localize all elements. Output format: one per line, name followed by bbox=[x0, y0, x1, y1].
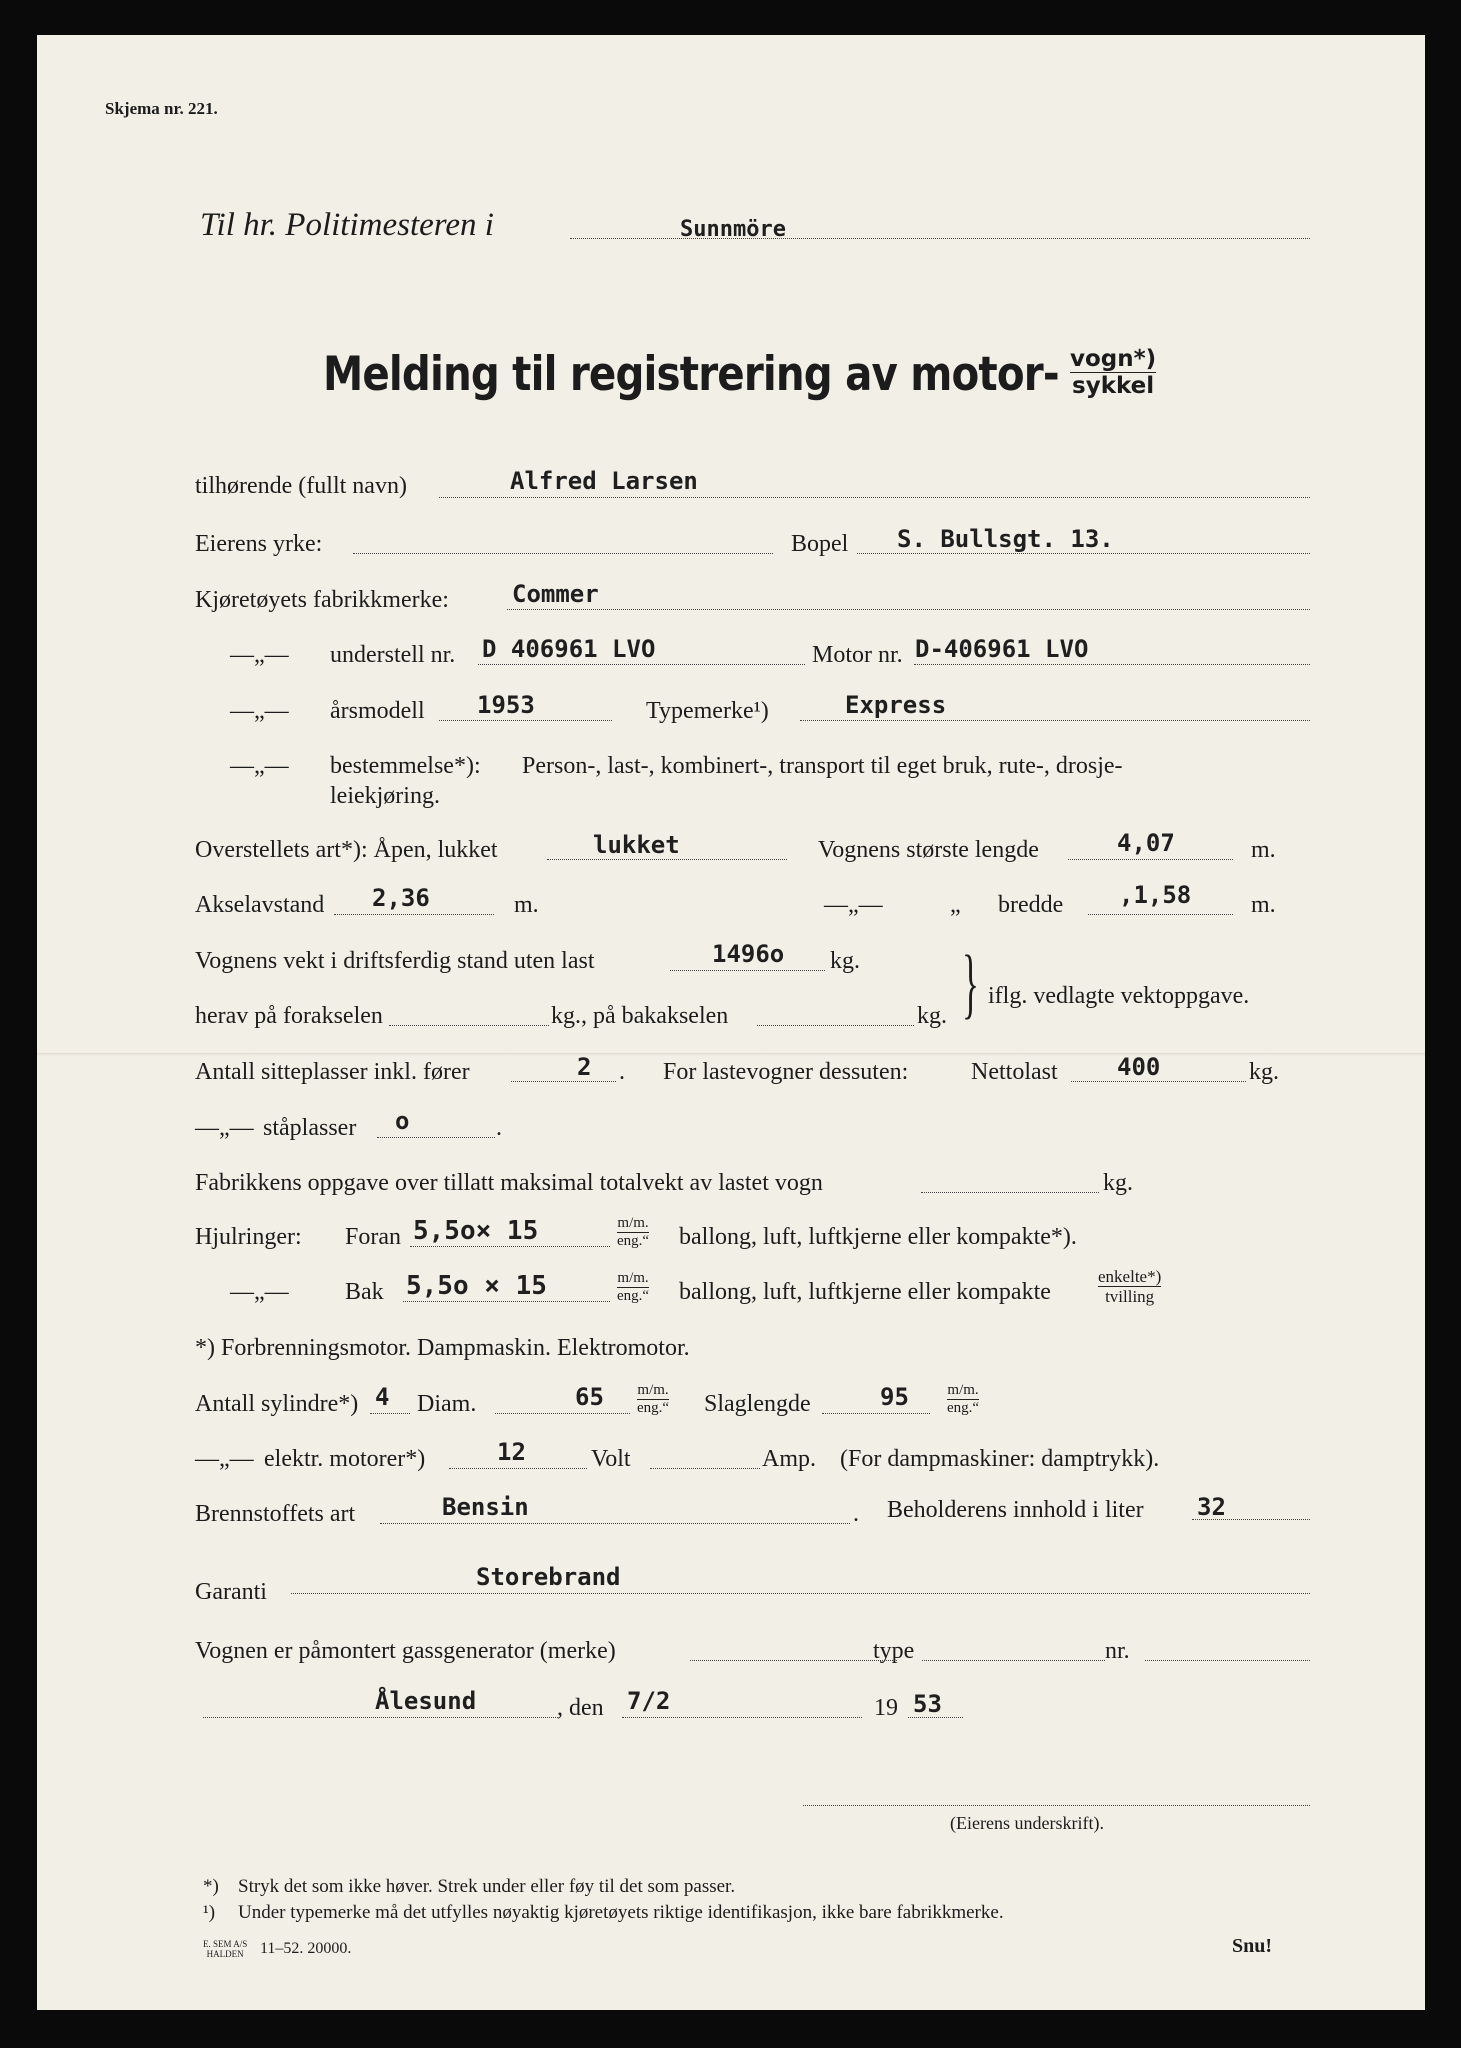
wheelbase-label: Akselavstand bbox=[195, 892, 325, 918]
length-label: Vognens største lengde bbox=[818, 837, 1039, 863]
form-paper: Skjema nr. 221. Til hr. Politimesteren i Sunnmöre Melding til registrering av motor- vogn*) sykkel tilhørende (fullt navn) Alfred Larsen Eierens yrke: Bopel S. Bullsgt. 13. Kjøretøyets fabrikkmerke: Commer —„— understell nr. D 406961 LVO Motor nr. D-406961 LVO —„— årsmodell 1953 Typemerke¹) Express —„— bestemmelse*): Person-, last-, kombinert-, transport til eget bruk, rute-, drosje- leiekjøring. Overstellets art*): Åpen, lukket lukket Vognens største lengde 4,07 m. Akselavstand 2,36 m. —„— „ bredde ,1,58 m. Vognens vekt i driftsferdig stand uten last 1496o kg. herav på forakselen kg., på bakakselen kg. } iflg. vedlagte vektoppgave. Antall sitteplasser inkl. fører 2 . For lastevogner dessuten: Nettolast 400 kg. —„— ståplasser o . Fabrikkens oppgave over tillatt maksimal totalvekt av lastet vogn kg. Hjulringer: Foran 5,5o× 15 m/m. eng.“ ballong, luft, luftkjerne eller kompakte*). —„— Bak 5,5o × 15 m/m. eng.“ ballong, luft, luftkjerne eller kompakte enkelte*) tvilling *) Forbrenningsmotor. Dampmaskin. Elektromotor. Antall sylindre*) 4 Diam. 65 m/m. eng.“ Slaglengde 95 m/m. eng.“ —„— elektr. motorer*) 12 Volt Amp. (For dampmaskiner: damptrykk). Brennstoffets art Bensin . Beholderens innhold i liter 32 Garanti Storebrand Vognen er påmontert gassgenerator (merke) type nr. Ålesund , den 7/2 19 53 (Eierens underskrift). *) Stryk det som ikke høver. Strek under eller føy til det som passer. ¹) Under typemerke må det utfylles nøyaktig kjøretøyets riktige identifikasjon, ikke bare fabrikkmerke. E. SEM A/S HALDEN 11–52. 20000. Snu! bbox=[37, 35, 1425, 2010]
ditto-mark: —„— bbox=[195, 1446, 254, 1472]
footnote-2: Under typemerke må det utfylles nøyaktig kjøretøyets riktige identifikasjon, ikke bare fabrikkmerke. bbox=[238, 1902, 1004, 1923]
gasgen-label: Vognen er påmontert gassgenerator (merke) bbox=[195, 1638, 616, 1664]
seats-label: Antall sitteplasser inkl. fører bbox=[195, 1059, 470, 1085]
body-type-value: lukket bbox=[593, 831, 680, 859]
gasgen-type-label: type bbox=[873, 1638, 915, 1664]
footnote-1: Stryk det som ikke høver. Strek under eller føy til det som passer. bbox=[238, 1876, 736, 1897]
weight-unit: kg. bbox=[830, 948, 860, 974]
cylinders-label: Antall sylindre*) bbox=[195, 1391, 359, 1417]
fold-line bbox=[37, 1053, 1425, 1056]
net-load-unit: kg. bbox=[1249, 1059, 1279, 1085]
footnote-one: ¹) bbox=[203, 1902, 216, 1923]
max-weight-label: Fabrikkens oppgave over tillatt maksimal totalvekt av lastet vogn bbox=[195, 1170, 823, 1196]
residence-value: S. Bullsgt. 13. bbox=[897, 525, 1114, 553]
owner-signature-label: (Eierens underskrift). bbox=[950, 1813, 1104, 1833]
make-value: Commer bbox=[512, 580, 599, 608]
tyres-twin: tvilling bbox=[1105, 1287, 1155, 1306]
tyres-front-value: 5,5o× 15 bbox=[413, 1216, 539, 1246]
purpose-label: bestemmelse*): bbox=[330, 753, 481, 779]
rear-axle-label: kg., på bakakselen bbox=[551, 1003, 729, 1029]
weight-certificate-note: iflg. vedlagte vektoppgave. bbox=[988, 983, 1250, 1009]
weight-value: 1496o bbox=[712, 940, 785, 968]
width-unit: m. bbox=[1251, 892, 1276, 918]
cargo-label: For lastevogner dessuten: bbox=[663, 1059, 909, 1085]
year-prefix: 19 bbox=[874, 1695, 898, 1721]
make-label: Kjøretøyets fabrikkmerke: bbox=[195, 587, 449, 613]
printer-mark: E. SEM A/S HALDEN bbox=[203, 1939, 248, 1959]
wheelbase-unit: m. bbox=[514, 892, 539, 918]
width-label: bredde bbox=[998, 892, 1064, 918]
tyres-rear-value: 5,5o × 15 bbox=[406, 1271, 547, 1301]
length-unit: m. bbox=[1251, 837, 1276, 863]
stroke-label: Slaglengde bbox=[704, 1391, 811, 1417]
net-load-label: Nettolast bbox=[971, 1059, 1058, 1085]
footnote-star: *) bbox=[203, 1876, 219, 1897]
schema-number: Skjema nr. 221. bbox=[105, 99, 218, 118]
motor-number-label: Motor nr. bbox=[812, 642, 903, 668]
fuel-value: Bensin bbox=[442, 1493, 529, 1521]
weight-label: Vognens vekt i driftsferdig stand uten last bbox=[195, 948, 595, 974]
tyres-single: enkelte*) bbox=[1098, 1267, 1162, 1286]
diam-label: Diam. bbox=[417, 1391, 477, 1417]
type-value: Express bbox=[845, 691, 947, 719]
ditto-mark: —„— bbox=[195, 1115, 254, 1141]
ditto-quote: „ bbox=[950, 892, 961, 918]
ditto-mark: —„— bbox=[230, 1279, 289, 1305]
print-code: 11–52. 20000. bbox=[260, 1940, 352, 1957]
form-title: Melding til registrering av motor- bbox=[323, 347, 1059, 402]
chassis-value: D 406961 LVO bbox=[482, 635, 656, 663]
standing-value: o bbox=[395, 1107, 410, 1135]
tyres-front-label: Foran bbox=[345, 1224, 401, 1250]
model-year-value: 1953 bbox=[477, 691, 535, 719]
residence-label: Bopel bbox=[791, 531, 849, 557]
tyres-rear-kinds: ballong, luft, luftkjerne eller kompakte bbox=[679, 1279, 1051, 1305]
tyres-label: Hjulringer: bbox=[195, 1224, 302, 1250]
seats-value: 2 bbox=[577, 1053, 592, 1081]
diam-unit: m/m. eng.“ bbox=[637, 1382, 670, 1416]
brace-mark: } bbox=[962, 939, 979, 1026]
ditto-mark: —„— bbox=[230, 753, 289, 779]
tyres-front-unit: m/m. eng.“ bbox=[617, 1215, 650, 1249]
place-value: Ålesund bbox=[375, 1687, 477, 1715]
engine-types: *) Forbrenningsmotor. Dampmaskin. Elektromotor. bbox=[195, 1335, 690, 1361]
net-load-value: 400 bbox=[1117, 1053, 1161, 1081]
tank-value: 32 bbox=[1197, 1493, 1226, 1521]
tyres-rear-unit: m/m. eng.“ bbox=[617, 1270, 650, 1304]
length-value: 4,07 bbox=[1117, 829, 1175, 857]
type-label: Typemerke¹) bbox=[646, 698, 769, 724]
motor-number-value: D-406961 LVO bbox=[915, 635, 1089, 663]
turn-over-note: Snu! bbox=[1232, 1935, 1273, 1957]
insurance-label: Garanti bbox=[195, 1579, 267, 1605]
ditto-mark: —„— bbox=[230, 642, 289, 668]
max-weight-unit: kg. bbox=[1103, 1170, 1133, 1196]
stroke-unit: m/m. eng.“ bbox=[947, 1382, 980, 1416]
addressee-label: Til hr. Politimesteren i bbox=[200, 207, 494, 243]
body-type-label: Overstellets art*): Åpen, lukket bbox=[195, 837, 498, 863]
tyres-front-kinds: ballong, luft, luftkjerne eller kompakte*). bbox=[679, 1224, 1077, 1250]
width-value: ,1,58 bbox=[1119, 881, 1192, 909]
chassis-label: understell nr. bbox=[330, 642, 456, 668]
stroke-value: 95 bbox=[880, 1383, 909, 1411]
volt-label: Volt bbox=[591, 1446, 631, 1472]
ditto-mark: —„— bbox=[230, 698, 289, 724]
owner-name-label: tilhørende (fullt navn) bbox=[195, 473, 407, 499]
tyres-mount-fraction bbox=[1098, 1267, 1161, 1306]
year-value: 53 bbox=[913, 1690, 942, 1718]
steam-note: (For dampmaskiner: damptrykk). bbox=[840, 1446, 1160, 1472]
wheelbase-value: 2,36 bbox=[372, 884, 430, 912]
tank-label: Beholderens innhold i liter bbox=[887, 1497, 1144, 1523]
addressee-value: Sunnmöre bbox=[680, 217, 786, 242]
purpose-options-line1: Person-, last-, kombinert-, transport til eget bruk, rute-, drosje- bbox=[522, 753, 1123, 779]
tyres-rear-label: Bak bbox=[345, 1279, 384, 1305]
ditto-mark: —„— bbox=[824, 892, 883, 918]
gasgen-nr-label: nr. bbox=[1105, 1638, 1130, 1664]
date-value: 7/2 bbox=[627, 1687, 671, 1715]
amp-label: Amp. bbox=[762, 1446, 816, 1472]
title-option-vogn: vogn*) bbox=[1070, 346, 1157, 372]
date-label: , den bbox=[557, 1695, 604, 1721]
front-axle-label: herav på forakselen bbox=[195, 1003, 383, 1029]
owner-name-value: Alfred Larsen bbox=[510, 467, 698, 495]
fuel-label: Brennstoffets art bbox=[195, 1501, 356, 1527]
insurance-value: Storebrand bbox=[476, 1563, 621, 1591]
electric-motors-label: elektr. motorer*) bbox=[264, 1446, 426, 1472]
purpose-options-line2: leiekjøring. bbox=[330, 783, 440, 809]
title-option-sykkel: sykkel bbox=[1072, 373, 1155, 399]
title-option-fraction bbox=[1070, 346, 1156, 399]
volt-value: 12 bbox=[497, 1438, 526, 1466]
standing-label: ståplasser bbox=[263, 1115, 357, 1141]
cylinders-value: 4 bbox=[375, 1383, 390, 1411]
rear-axle-unit: kg. bbox=[917, 1003, 947, 1029]
diam-value: 65 bbox=[575, 1383, 604, 1411]
model-year-label: årsmodell bbox=[330, 698, 425, 724]
occupation-label: Eierens yrke: bbox=[195, 531, 323, 557]
